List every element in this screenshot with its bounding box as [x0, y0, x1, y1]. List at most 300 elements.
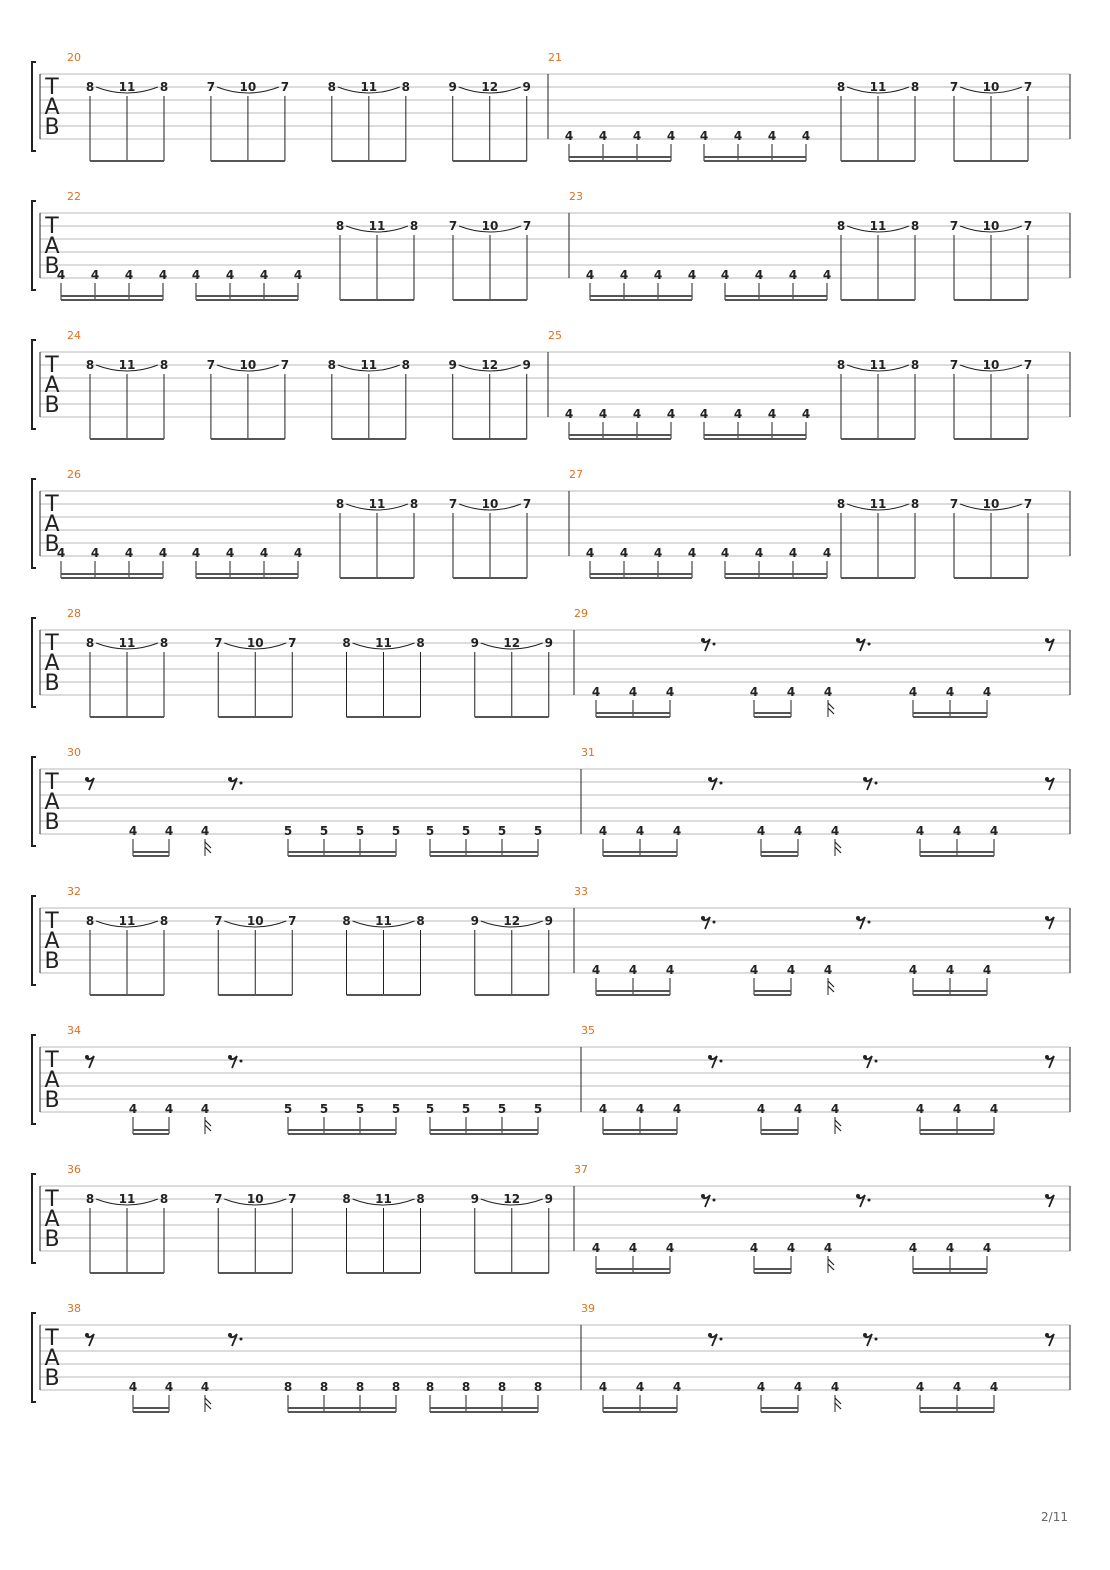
fret-number: 4	[128, 1380, 138, 1394]
fret-number: 11	[368, 497, 386, 511]
fret-number: 8	[910, 219, 920, 233]
fret-number: 7	[949, 497, 959, 511]
fret-number: 8	[355, 1380, 365, 1394]
system-bracket	[32, 1174, 36, 1263]
fret-number: 4	[687, 268, 697, 282]
fret-number: 10	[239, 80, 257, 94]
measure-number: 24	[67, 329, 81, 342]
sixteenth-flag	[835, 1120, 841, 1131]
fret-number: 4	[665, 1241, 675, 1255]
fret-number: 9	[544, 636, 553, 650]
fret-number: 4	[598, 407, 608, 421]
fret-number: 12	[503, 1192, 521, 1206]
fret-number: 7	[522, 497, 532, 511]
fret-number: 4	[598, 1102, 608, 1116]
fret-number: 4	[989, 824, 999, 838]
fret-number: 5	[533, 1102, 543, 1116]
fret-number: 8	[910, 497, 920, 511]
rest-dot	[240, 782, 243, 785]
fret-number: 4	[793, 824, 803, 838]
fret-number: 4	[564, 407, 574, 421]
rest-head	[228, 1333, 232, 1337]
tab-clef-letter: A	[44, 373, 60, 398]
fret-number: 11	[118, 1192, 136, 1206]
measure-38	[85, 1333, 542, 1412]
fret-number: 8	[85, 80, 95, 94]
fret-number: 7	[1023, 497, 1033, 511]
rest-head	[863, 1333, 867, 1337]
fret-number: 5	[355, 1102, 365, 1116]
fret-number: 4	[793, 1102, 803, 1116]
tab-clef-letter: B	[44, 254, 60, 279]
fret-number: 4	[200, 824, 210, 838]
rest-head	[1045, 777, 1049, 781]
measure-number: 29	[574, 607, 588, 620]
tab-clef-letter: B	[44, 393, 60, 418]
fret-number: 4	[598, 824, 608, 838]
fret-number: 8	[342, 636, 351, 650]
rest-head	[85, 1333, 89, 1337]
fret-number: 4	[158, 268, 168, 282]
fret-number: 4	[793, 1380, 803, 1394]
fret-number: 4	[632, 407, 642, 421]
fret-number: 7	[214, 636, 223, 650]
measure-23	[586, 219, 1032, 300]
rest-head	[701, 916, 705, 920]
tab-clef-letter: T	[45, 770, 59, 795]
fret-number: 11	[869, 358, 887, 372]
tab-clef-letter: B	[44, 810, 60, 835]
sixteenth-flag	[205, 1398, 211, 1409]
fret-number: 10	[481, 219, 499, 233]
fret-number: 4	[591, 963, 601, 977]
fret-number: 4	[945, 685, 955, 699]
fret-number: 8	[159, 358, 169, 372]
measure-27	[586, 497, 1032, 578]
fret-number: 4	[982, 685, 992, 699]
rest-head	[1045, 1055, 1049, 1059]
fret-number: 5	[319, 824, 329, 838]
fret-number: 4	[786, 685, 796, 699]
rest-head	[701, 638, 705, 642]
fret-number: 4	[128, 1102, 138, 1116]
fret-number: 4	[591, 1241, 601, 1255]
rest-head	[863, 1055, 867, 1059]
fret-number: 10	[246, 636, 264, 650]
fret-number: 12	[503, 914, 521, 928]
fret-number: 9	[470, 636, 479, 650]
fret-number: 4	[128, 824, 138, 838]
fret-number: 10	[982, 80, 1000, 94]
fret-number: 4	[259, 268, 269, 282]
fret-number: 11	[368, 219, 386, 233]
fret-number: 4	[754, 546, 764, 560]
rest-dot	[713, 1199, 716, 1202]
fret-number: 5	[533, 824, 543, 838]
tab-clef-letter: T	[45, 492, 59, 517]
fret-number: 4	[749, 963, 759, 977]
tab-system	[32, 607, 1070, 717]
fret-number: 8	[85, 636, 95, 650]
fret-number: 8	[327, 80, 336, 94]
fret-number: 8	[391, 1380, 401, 1394]
rest-head	[85, 777, 89, 781]
system-bracket	[32, 757, 36, 846]
tab-clef-letter: A	[44, 1207, 60, 1232]
measure-number: 23	[569, 190, 583, 203]
tab-clef-letter: A	[44, 929, 60, 954]
fret-number: 7	[1023, 80, 1033, 94]
fret-number: 4	[989, 1380, 999, 1394]
system-bracket	[32, 618, 36, 707]
fret-number: 7	[949, 358, 959, 372]
tab-clef-letter: T	[45, 631, 59, 656]
fret-number: 8	[409, 497, 419, 511]
rest-dot	[240, 1338, 243, 1341]
fret-number: 7	[288, 1192, 297, 1206]
fret-number: 7	[214, 914, 223, 928]
tab-clef-letter: A	[44, 95, 60, 120]
measure-22	[57, 219, 531, 300]
fret-number: 8	[401, 80, 410, 94]
fret-number: 4	[635, 1102, 645, 1116]
system-bracket	[32, 896, 36, 985]
fret-number: 4	[164, 1102, 174, 1116]
fret-number: 8	[319, 1380, 329, 1394]
measure-31	[599, 777, 1054, 856]
fret-number: 8	[85, 1192, 95, 1206]
fret-number: 8	[327, 358, 336, 372]
fret-number: 8	[85, 358, 95, 372]
fret-number: 5	[283, 1102, 293, 1116]
fret-number: 11	[118, 914, 136, 928]
fret-number: 7	[1023, 219, 1033, 233]
fret-number: 4	[699, 129, 709, 143]
fret-number: 4	[635, 824, 645, 838]
fret-number: 4	[823, 963, 833, 977]
system-bracket	[32, 1035, 36, 1124]
fret-number: 7	[1023, 358, 1033, 372]
fret-number: 8	[416, 914, 425, 928]
tab-clef-letter: A	[44, 1346, 60, 1371]
tab-system	[32, 1302, 1070, 1412]
fret-number: 4	[585, 546, 595, 560]
fret-number: 4	[628, 685, 638, 699]
measure-number: 36	[67, 1163, 81, 1176]
fret-number: 4	[830, 1102, 840, 1116]
system-bracket	[32, 1313, 36, 1402]
fret-number: 4	[200, 1380, 210, 1394]
fret-number: 7	[280, 358, 290, 372]
fret-number: 4	[788, 268, 798, 282]
fret-number: 4	[666, 407, 676, 421]
rest-head	[856, 916, 860, 920]
fret-number: 10	[481, 497, 499, 511]
fret-number: 5	[425, 824, 435, 838]
fret-number: 12	[481, 358, 499, 372]
measure-number: 30	[67, 746, 81, 759]
rest-dot	[720, 1338, 723, 1341]
rest-head	[228, 777, 232, 781]
tab-clef-letter: A	[44, 1068, 60, 1093]
fret-number: 4	[749, 685, 759, 699]
fret-number: 5	[425, 1102, 435, 1116]
measure-number: 32	[67, 885, 81, 898]
measure-number: 33	[574, 885, 588, 898]
fret-number: 4	[952, 1380, 962, 1394]
rest-head	[1045, 638, 1049, 642]
fret-number: 7	[206, 358, 216, 372]
fret-number: 4	[687, 546, 697, 560]
fret-number: 4	[945, 963, 955, 977]
measure-number: 26	[67, 468, 81, 481]
measure-number: 27	[569, 468, 583, 481]
rest-dot	[713, 643, 716, 646]
tab-system	[32, 1163, 1070, 1273]
measure-24	[86, 358, 531, 439]
fret-number: 4	[225, 546, 235, 560]
fret-number: 4	[908, 963, 918, 977]
rest-dot	[875, 1338, 878, 1341]
tab-clef-letter: T	[45, 75, 59, 100]
rest-dot	[240, 1060, 243, 1063]
fret-number: 4	[191, 268, 201, 282]
fret-number: 9	[470, 1192, 479, 1206]
fret-number: 4	[822, 546, 832, 560]
fret-number: 4	[158, 546, 168, 560]
measure-25	[565, 358, 1032, 439]
measure-number: 34	[67, 1024, 81, 1037]
tab-system	[32, 329, 1070, 439]
fret-number: 4	[733, 129, 743, 143]
fret-number: 5	[497, 824, 507, 838]
fret-number: 9	[544, 1192, 553, 1206]
fret-number: 4	[564, 129, 574, 143]
fret-number: 4	[619, 546, 629, 560]
sixteenth-flag	[835, 1398, 841, 1409]
measure-number: 38	[67, 1302, 81, 1315]
fret-number: 4	[164, 1380, 174, 1394]
rest-dot	[875, 782, 878, 785]
fret-number: 8	[401, 358, 410, 372]
rest-dot	[720, 1060, 723, 1063]
measure-39	[599, 1333, 1054, 1412]
fret-number: 4	[598, 1380, 608, 1394]
rest-dot	[868, 643, 871, 646]
tab-system	[32, 746, 1070, 856]
rest-head	[708, 1055, 712, 1059]
fret-number: 4	[801, 407, 811, 421]
fret-number: 5	[391, 824, 401, 838]
fret-number: 4	[749, 1241, 759, 1255]
fret-number: 4	[56, 268, 66, 282]
tab-clef-letter: B	[44, 532, 60, 557]
measure-34	[85, 1055, 542, 1134]
measure-number: 22	[67, 190, 81, 203]
fret-number: 10	[239, 358, 257, 372]
measure-number: 39	[581, 1302, 595, 1315]
tab-clef-letter: A	[44, 234, 60, 259]
fret-number: 8	[335, 497, 345, 511]
rest-head	[708, 1333, 712, 1337]
tab-clef-letter: B	[44, 1227, 60, 1252]
rest-head	[856, 1194, 860, 1198]
fret-number: 8	[159, 1192, 169, 1206]
fret-number: 8	[910, 80, 920, 94]
fret-number: 4	[945, 1241, 955, 1255]
fret-number: 8	[461, 1380, 471, 1394]
fret-number: 7	[206, 80, 216, 94]
measure-20	[86, 80, 531, 161]
fret-number: 11	[375, 636, 392, 650]
rest-head	[708, 777, 712, 781]
fret-number: 10	[982, 358, 1000, 372]
fret-number: 10	[246, 1192, 264, 1206]
tab-system	[32, 885, 1070, 995]
fret-number: 7	[949, 80, 959, 94]
tab-system	[32, 51, 1070, 161]
fret-number: 7	[288, 914, 297, 928]
tab-clef-letter: A	[44, 512, 60, 537]
fret-number: 4	[653, 546, 663, 560]
fret-number: 8	[159, 914, 169, 928]
measure-number: 35	[581, 1024, 595, 1037]
fret-number: 4	[720, 268, 730, 282]
fret-number: 4	[915, 1380, 925, 1394]
fret-number: 8	[425, 1380, 435, 1394]
rest-dot	[868, 1199, 871, 1202]
rest-head	[85, 1055, 89, 1059]
sixteenth-flag	[828, 1259, 834, 1270]
fret-number: 4	[672, 1380, 682, 1394]
fret-number: 8	[159, 636, 169, 650]
sixteenth-flag	[828, 981, 834, 992]
tab-system	[32, 1024, 1070, 1134]
rest-head	[701, 1194, 705, 1198]
fret-number: 4	[733, 407, 743, 421]
fret-number: 4	[632, 129, 642, 143]
fret-number: 4	[619, 268, 629, 282]
fret-number: 8	[85, 914, 95, 928]
fret-number: 8	[836, 219, 846, 233]
measure-number: 28	[67, 607, 81, 620]
measure-36	[86, 1192, 553, 1273]
tab-clef-letter: T	[45, 1187, 59, 1212]
fret-number: 7	[949, 219, 959, 233]
fret-number: 11	[869, 497, 887, 511]
fret-number: 9	[522, 358, 531, 372]
system-bracket	[32, 479, 36, 568]
fret-number: 8	[910, 358, 920, 372]
fret-number: 4	[259, 546, 269, 560]
rest-head	[856, 638, 860, 642]
fret-number: 8	[836, 358, 846, 372]
fret-number: 4	[591, 685, 601, 699]
fret-number: 4	[823, 685, 833, 699]
measure-32	[86, 914, 553, 995]
fret-number: 8	[836, 497, 846, 511]
system-bracket	[32, 340, 36, 429]
fret-number: 11	[118, 80, 136, 94]
rest-dot	[875, 1060, 878, 1063]
tab-clef-letter: T	[45, 1326, 59, 1351]
fret-number: 4	[672, 824, 682, 838]
fret-number: 4	[801, 129, 811, 143]
fret-number: 4	[635, 1380, 645, 1394]
tab-clef-letter: T	[45, 1048, 59, 1073]
fret-number: 4	[56, 546, 66, 560]
rest-head	[1045, 1194, 1049, 1198]
fret-number: 4	[822, 268, 832, 282]
fret-number: 4	[653, 268, 663, 282]
fret-number: 4	[952, 1102, 962, 1116]
fret-number: 5	[355, 824, 365, 838]
fret-number: 9	[522, 80, 531, 94]
page-number: 2/11	[1041, 1510, 1068, 1524]
fret-number: 4	[628, 963, 638, 977]
fret-number: 8	[335, 219, 345, 233]
tab-clef-letter: T	[45, 909, 59, 934]
fret-number: 4	[191, 546, 201, 560]
fret-number: 9	[448, 358, 457, 372]
fret-number: 7	[288, 636, 297, 650]
fret-number: 4	[915, 824, 925, 838]
measure-29	[592, 638, 1054, 717]
tab-clef-letter: B	[44, 115, 60, 140]
fret-number: 8	[159, 80, 169, 94]
tab-clef-letter: B	[44, 671, 60, 696]
rest-dot	[868, 921, 871, 924]
rest-head	[228, 1055, 232, 1059]
fret-number: 12	[481, 80, 499, 94]
measure-33	[592, 916, 1054, 995]
measure-number: 31	[581, 746, 595, 759]
sixteenth-flag	[835, 842, 841, 853]
fret-number: 10	[982, 219, 1000, 233]
system-bracket	[32, 62, 36, 151]
rest-dot	[720, 782, 723, 785]
fret-number: 4	[665, 685, 675, 699]
fret-number: 4	[754, 268, 764, 282]
tab-system	[32, 468, 1070, 578]
fret-number: 4	[767, 129, 777, 143]
measure-30	[85, 777, 542, 856]
measure-21	[565, 80, 1032, 161]
measure-26	[57, 497, 531, 578]
tab-clef-letter: A	[44, 790, 60, 815]
system-bracket	[32, 201, 36, 290]
measure-number: 37	[574, 1163, 588, 1176]
sixteenth-flag	[205, 1120, 211, 1131]
tab-clef-letter: B	[44, 1366, 60, 1391]
rest-head	[1045, 1333, 1049, 1337]
tab-clef-letter: T	[45, 353, 59, 378]
fret-number: 8	[836, 80, 846, 94]
fret-number: 4	[90, 546, 100, 560]
fret-number: 8	[416, 1192, 425, 1206]
fret-number: 10	[982, 497, 1000, 511]
fret-number: 4	[756, 1102, 766, 1116]
fret-number: 12	[503, 636, 521, 650]
sixteenth-flag	[828, 703, 834, 714]
fret-number: 7	[214, 1192, 223, 1206]
fret-number: 4	[989, 1102, 999, 1116]
fret-number: 5	[461, 824, 471, 838]
fret-number: 5	[461, 1102, 471, 1116]
fret-number: 9	[448, 80, 457, 94]
fret-number: 5	[497, 1102, 507, 1116]
measure-number: 21	[548, 51, 562, 64]
